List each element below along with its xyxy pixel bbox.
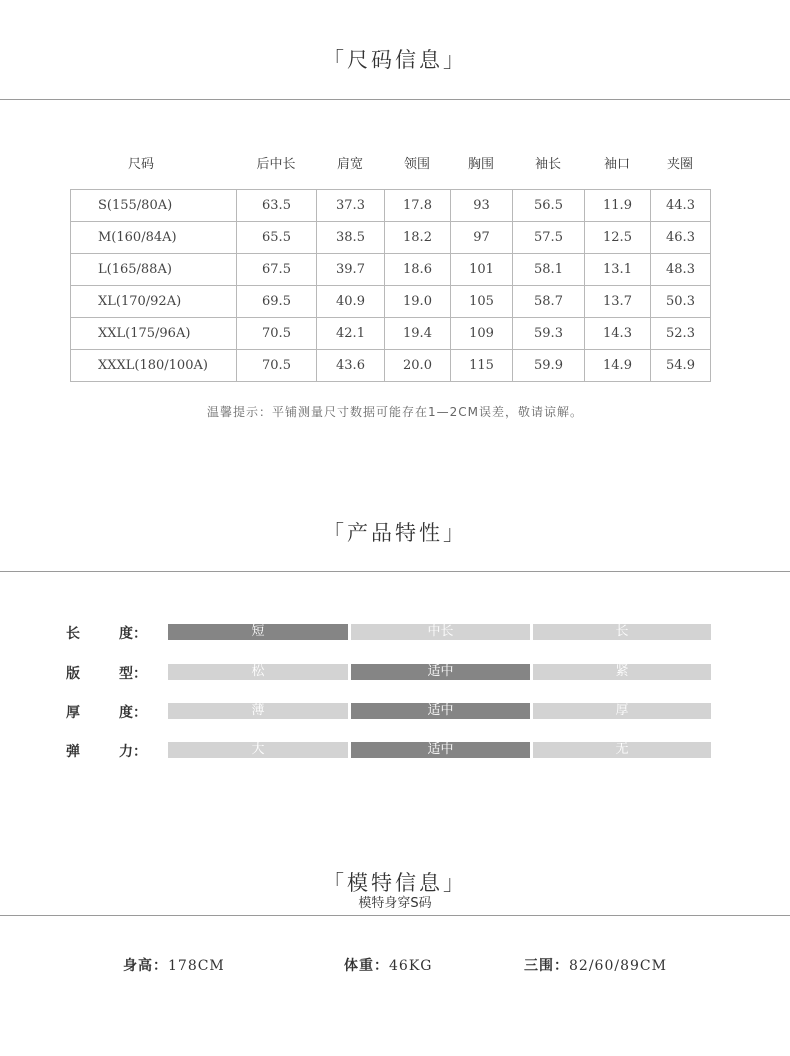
table-row — [71, 350, 711, 382]
model-subtitle: 模特身穿S码 — [358, 896, 432, 911]
size-table — [70, 189, 711, 382]
size-cell: XXL(175/96A) — [71, 318, 237, 350]
measurement-cell: 105 — [451, 286, 513, 318]
table-row — [71, 254, 711, 286]
measurement-cell: 19.0 — [385, 286, 451, 318]
measurement-cell: 59.9 — [513, 350, 585, 382]
measurement-cell: 12.5 — [585, 222, 651, 254]
model-weight — [344, 955, 432, 975]
size-section-title: 「尺码信息」 — [323, 48, 467, 72]
size-cell: S(155/80A) — [71, 190, 237, 222]
model-measurements-label: 三围： — [524, 958, 569, 974]
measurement-cell: 59.3 — [513, 318, 585, 350]
measurement-cell: 39.7 — [317, 254, 385, 286]
table-row — [71, 318, 711, 350]
measurement-cell: 70.5 — [237, 350, 317, 382]
table-row — [71, 222, 711, 254]
size-cell: L(165/88A) — [71, 254, 237, 286]
feature-label-suffix: 度： — [119, 626, 147, 642]
feature-option: 紧 — [533, 664, 711, 680]
measurement-cell: 70.5 — [237, 318, 317, 350]
measurement-cell: 14.3 — [585, 318, 651, 350]
measurement-cell: 69.5 — [237, 286, 317, 318]
feature-option: 长 — [533, 624, 711, 640]
feature-option: 无 — [533, 742, 711, 758]
header-size: 尺码 — [127, 157, 154, 172]
measurement-cell: 44.3 — [651, 190, 711, 222]
feature-section-title: 「产品特性」 — [323, 521, 467, 545]
measurement-cell: 17.8 — [385, 190, 451, 222]
measurement-cell: 42.1 — [317, 318, 385, 350]
measurement-cell: 58.1 — [513, 254, 585, 286]
measurement-cell: 57.5 — [513, 222, 585, 254]
measurement-cell: 46.3 — [651, 222, 711, 254]
header-collar: 领围 — [403, 157, 430, 172]
measurement-cell: 109 — [451, 318, 513, 350]
feature-option-selected: 短 — [168, 624, 348, 640]
feature-label-suffix: 型： — [119, 666, 147, 682]
header-back-length: 后中长 — [256, 157, 296, 172]
feature-option-selected: 适中 — [351, 664, 530, 680]
measurement-cell: 19.4 — [385, 318, 451, 350]
header-shoulder: 肩宽 — [336, 157, 363, 172]
model-measurements-value: 82/60/89CM — [569, 958, 667, 974]
measurement-cell: 50.3 — [651, 286, 711, 318]
divider — [0, 915, 790, 916]
measurement-cell: 52.3 — [651, 318, 711, 350]
header-chest: 胸围 — [467, 157, 494, 172]
feature-label-char: 长 — [66, 626, 80, 642]
feature-label-char: 弹 — [66, 744, 80, 760]
measurement-cell: 20.0 — [385, 350, 451, 382]
measurement-cell: 67.5 — [237, 254, 317, 286]
measurement-cell: 18.6 — [385, 254, 451, 286]
model-measurements — [524, 955, 667, 975]
feature-option: 厚 — [533, 703, 711, 719]
size-cell: XXXL(180/100A) — [71, 350, 237, 382]
feature-label-suffix: 力： — [119, 744, 147, 760]
measurement-cell: 63.5 — [237, 190, 317, 222]
measurement-cell: 37.3 — [317, 190, 385, 222]
feature-option-selected: 适中 — [351, 703, 530, 719]
measurement-cell: 43.6 — [317, 350, 385, 382]
measurement-cell: 13.1 — [585, 254, 651, 286]
measurement-cell: 13.7 — [585, 286, 651, 318]
measurement-cell: 115 — [451, 350, 513, 382]
divider — [0, 99, 790, 100]
model-weight-label: 体重： — [344, 958, 389, 974]
measurement-cell: 18.2 — [385, 222, 451, 254]
table-row — [71, 286, 711, 318]
measurement-cell: 54.9 — [651, 350, 711, 382]
header-armhole: 夹圈 — [666, 157, 693, 172]
measurement-cell: 14.9 — [585, 350, 651, 382]
model-height-value: 178CM — [168, 958, 225, 974]
table-row — [71, 190, 711, 222]
divider — [0, 571, 790, 572]
model-height — [123, 955, 225, 975]
measurement-cell: 56.5 — [513, 190, 585, 222]
measurement-cell: 40.9 — [317, 286, 385, 318]
header-sleeve-length: 袖长 — [534, 157, 561, 172]
measurement-cell: 65.5 — [237, 222, 317, 254]
model-weight-value: 46KG — [389, 958, 433, 974]
model-height-label: 身高： — [123, 958, 168, 974]
measurement-cell: 101 — [451, 254, 513, 286]
measurement-cell: 48.3 — [651, 254, 711, 286]
header-cuff: 袖口 — [603, 157, 630, 172]
measurement-note: 温馨提示：平铺测量尺寸数据可能存在1—2CM误差，敬请谅解。 — [206, 405, 583, 419]
feature-option-selected: 适中 — [351, 742, 530, 758]
measurement-cell: 11.9 — [585, 190, 651, 222]
measurement-cell: 97 — [451, 222, 513, 254]
measurement-cell: 38.5 — [317, 222, 385, 254]
feature-option: 薄 — [168, 703, 348, 719]
feature-label-char: 厚 — [66, 705, 80, 721]
measurement-cell: 93 — [451, 190, 513, 222]
size-cell: XL(170/92A) — [71, 286, 237, 318]
measurement-cell: 58.7 — [513, 286, 585, 318]
feature-label-char: 版 — [66, 666, 80, 682]
feature-option: 大 — [168, 742, 348, 758]
feature-option: 松 — [168, 664, 348, 680]
model-section-title: 「模特信息」 — [323, 871, 467, 895]
feature-option: 中长 — [351, 624, 530, 640]
size-cell: M(160/84A) — [71, 222, 237, 254]
feature-label-suffix: 度： — [119, 705, 147, 721]
